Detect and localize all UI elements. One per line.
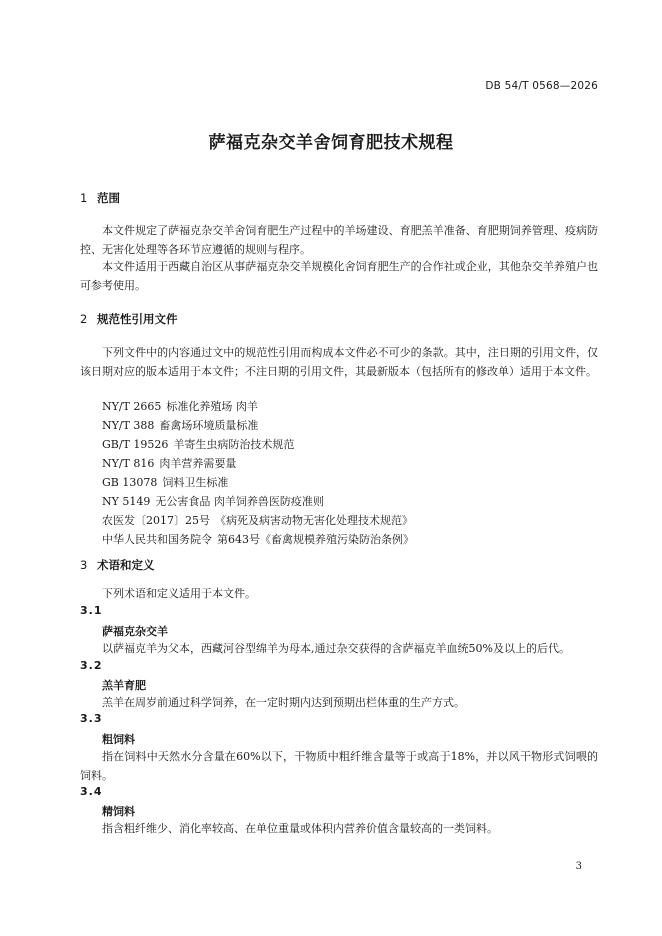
reference-code: NY 5149 <box>102 495 151 508</box>
reference-name: 羊寄生虫病防治技术规范 <box>173 438 295 451</box>
term-number: 3.1 <box>80 604 103 617</box>
reference-item <box>102 492 324 511</box>
reference-name: 肉羊营养需要量 <box>159 457 237 470</box>
reference-code: GB/T 19526 <box>102 438 169 451</box>
section-number: 3 <box>80 558 88 572</box>
reference-item <box>102 530 414 549</box>
term-number: 3.2 <box>80 659 103 672</box>
reference-name: 《病死及病害动物无害化处理技术规范》 <box>215 514 413 527</box>
section-title: 规范性引用文件 <box>97 312 178 326</box>
term-name: 精饲料 <box>102 805 135 818</box>
paragraph: 下列文件中的内容通过文中的规范性引用而构成本文件必不可少的条款。其中，注日期的引用文件，仅该日期对应的版本适用于本文件；不注日期的引用文件，其最新版本（包括所有的修改单）适用于本文件。 <box>80 346 598 378</box>
reference-item <box>102 435 294 454</box>
reference-code: NY/T 388 <box>102 419 155 432</box>
reference-code: GB 13078 <box>102 476 158 489</box>
section-number: 2 <box>80 312 88 326</box>
term-name: 粗饲料 <box>102 733 135 746</box>
reference-item <box>102 511 413 530</box>
term-definition: 指在饲料中天然水分含量在60%以下，干物质中粗纤维含量等于或高于18%，并以风干物形式饲喂的饲料。 <box>80 750 598 782</box>
section-2-heading <box>80 311 178 327</box>
section-title: 范围 <box>97 191 120 205</box>
reference-name: 第643号《畜禽规模养殖污染防治条例》 <box>217 533 414 546</box>
reference-item <box>102 473 228 492</box>
paragraph: 下列术语和定义适用于本文件。 <box>102 587 256 600</box>
term-number: 3.3 <box>80 712 103 725</box>
reference-code: NY/T 816 <box>102 457 155 470</box>
reference-code: 中华人民共和国务院令 <box>102 533 212 546</box>
page-number: 3 <box>575 861 582 872</box>
term-definition: 以萨福克羊为父本，西藏河谷型绵羊为母本,通过杂交获得的含萨福克羊血统50%及以上的后代。 <box>102 642 570 655</box>
reference-name: 饲料卫生标准 <box>162 476 229 489</box>
paragraph: 本文件适用于西藏自治区从事萨福克杂交羊规模化舍饲育肥生产的合作社或企业，其他杂交羊养殖户也可参考使用。 <box>80 260 598 292</box>
reference-item <box>102 416 258 435</box>
term-definition: 指含粗纤维少、消化率较高、在单位重量或体积内营养价值含量较高的一类饲料。 <box>102 822 498 835</box>
document-title: 萨福克杂交羊舍饲育肥技术规程 <box>208 133 454 153</box>
section-title: 术语和定义 <box>97 558 155 572</box>
reference-name: 无公害食品 肉羊饲养兽医防疫准则 <box>155 495 324 508</box>
term-name: 萨福克杂交羊 <box>102 625 168 638</box>
reference-name: 畜禽场环境质量标准 <box>159 419 259 432</box>
term-name: 羔羊育肥 <box>102 679 146 692</box>
reference-item <box>102 397 258 416</box>
term-definition: 羔羊在周岁前通过科学饲养，在一定时期内达到预期出栏体重的生产方式。 <box>102 696 465 709</box>
paragraph: 本文件规定了萨福克杂交羊舍饲育肥生产过程中的羊场建设、育肥羔羊准备、育肥期饲养管理、疫病防控、无害化处理等各环节应遵循的规则与程序。 <box>80 224 598 256</box>
reference-code: NY/T 2665 <box>102 400 162 413</box>
section-1-heading <box>80 190 120 206</box>
standard-number: DB 54/T 0568—2026 <box>485 80 598 92</box>
reference-item <box>102 454 236 473</box>
reference-code: 农医发〔2017〕25号 <box>102 514 210 527</box>
reference-name: 标准化养殖场 肉羊 <box>166 400 258 413</box>
section-number: 1 <box>80 191 88 205</box>
section-3-heading <box>80 557 155 573</box>
term-number: 3.4 <box>80 785 103 798</box>
